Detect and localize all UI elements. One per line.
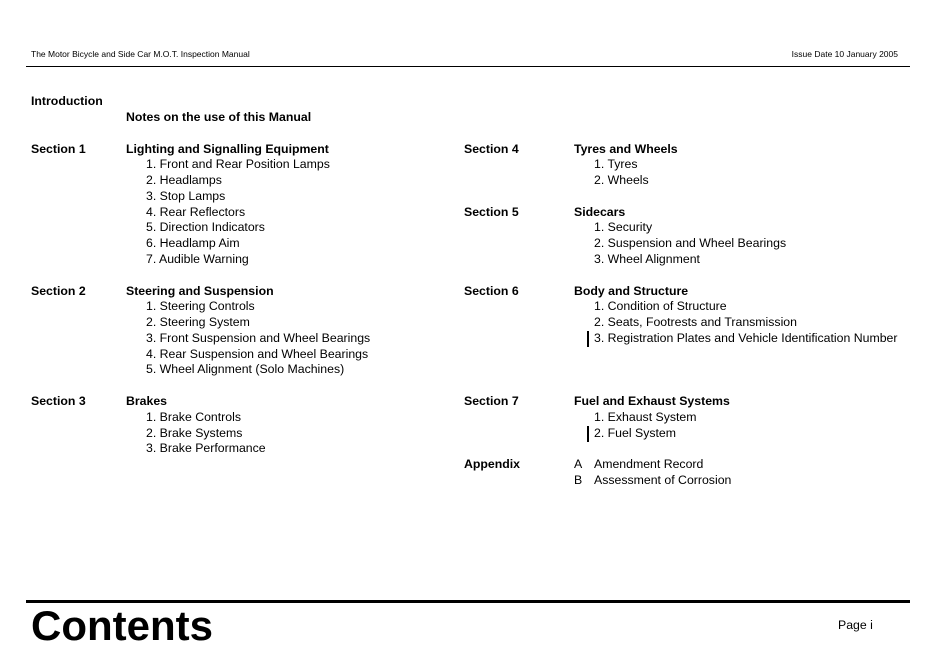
- page-title: Contents: [31, 602, 213, 649]
- section-1-label: Section 1: [31, 142, 86, 156]
- section-1-item-5[interactable]: 5. Direction Indicators: [146, 220, 265, 234]
- section-2-label: Section 2: [31, 284, 86, 298]
- section-7-item-2[interactable]: 2. Fuel System: [594, 426, 677, 440]
- section-5-label: Section 5: [464, 205, 519, 219]
- section-5-title[interactable]: Sidecars: [574, 205, 626, 219]
- appendix-b-title[interactable]: Assessment of Corrosion: [594, 473, 732, 487]
- amendment-bar-marker: [587, 331, 589, 347]
- section-5-item-3[interactable]: 3. Wheel Alignment: [594, 252, 700, 266]
- section-2-item-1[interactable]: 1. Steering Controls: [146, 299, 255, 313]
- section-3-item-2[interactable]: 2. Brake Systems: [146, 426, 243, 440]
- section-6-title[interactable]: Body and Structure: [574, 284, 689, 298]
- section-1-item-4[interactable]: 4. Rear Reflectors: [146, 205, 246, 219]
- section-7-item-1[interactable]: 1. Exhaust System: [594, 410, 697, 424]
- section-7-title[interactable]: Fuel and Exhaust Systems: [574, 394, 730, 408]
- appendix-b-letter: B: [574, 473, 583, 487]
- section-3-title[interactable]: Brakes: [126, 394, 168, 408]
- section-1-item-7[interactable]: 7. Audible Warning: [146, 252, 249, 266]
- section-1-item-3[interactable]: 3. Stop Lamps: [146, 189, 226, 203]
- document-title: The Motor Bicycle and Side Car M.O.T. Inspection Manual: [31, 49, 250, 59]
- section-2-item-3[interactable]: 3. Front Suspension and Wheel Bearings: [146, 331, 371, 345]
- section-5-item-2[interactable]: 2. Suspension and Wheel Bearings: [594, 236, 787, 250]
- section-6-item-3[interactable]: 3. Registration Plates and Vehicle Identification Number: [594, 331, 898, 345]
- section-4-item-1[interactable]: 1. Tyres: [594, 157, 638, 171]
- section-2-item-2[interactable]: 2. Steering System: [146, 315, 250, 329]
- amendment-bar-marker: [587, 426, 589, 442]
- header-divider: [26, 66, 910, 67]
- section-4-label: Section 4: [464, 142, 519, 156]
- section-1-item-1[interactable]: 1. Front and Rear Position Lamps: [146, 157, 330, 171]
- appendix-a-title[interactable]: Amendment Record: [594, 457, 704, 471]
- section-6-item-1[interactable]: 1. Condition of Structure: [594, 299, 727, 313]
- section-1-item-2[interactable]: 2. Headlamps: [146, 173, 222, 187]
- page-number: Page i: [838, 618, 873, 632]
- section-3-label: Section 3: [31, 394, 86, 408]
- section-6-label: Section 6: [464, 284, 519, 298]
- section-4-title[interactable]: Tyres and Wheels: [574, 142, 678, 156]
- section-4-item-2[interactable]: 2. Wheels: [594, 173, 649, 187]
- section-3-item-1[interactable]: 1. Brake Controls: [146, 410, 242, 424]
- section-3-item-3[interactable]: 3. Brake Performance: [146, 441, 266, 455]
- issue-date: Issue Date 10 January 2005: [791, 49, 898, 59]
- section-2-item-4[interactable]: 4. Rear Suspension and Wheel Bearings: [146, 347, 369, 361]
- section-2-title[interactable]: Steering and Suspension: [126, 284, 274, 298]
- section-6-item-2[interactable]: 2. Seats, Footrests and Transmission: [594, 315, 797, 329]
- section-2-item-5[interactable]: 5. Wheel Alignment (Solo Machines): [146, 362, 345, 376]
- section-1-title[interactable]: Lighting and Signalling Equipment: [126, 142, 329, 156]
- appendix-a-letter: A: [574, 457, 583, 471]
- introduction-note-link[interactable]: Notes on the use of this Manual: [126, 110, 312, 124]
- appendix-label: Appendix: [464, 457, 521, 471]
- section-7-label: Section 7: [464, 394, 519, 408]
- section-5-item-1[interactable]: 1. Security: [594, 220, 653, 234]
- section-1-item-6[interactable]: 6. Headlamp Aim: [146, 236, 240, 250]
- introduction-label: Introduction: [31, 94, 103, 108]
